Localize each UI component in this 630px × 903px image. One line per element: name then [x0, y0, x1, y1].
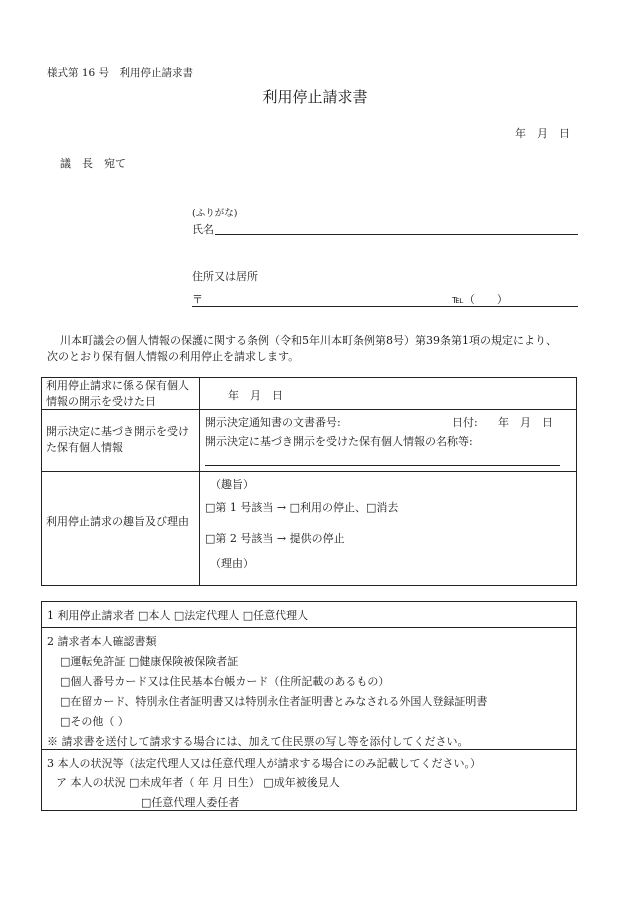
address-label: 住所又は居所: [192, 270, 258, 283]
table-row-divider: [41, 471, 577, 472]
row1-date[interactable]: 年 月 日: [228, 389, 283, 402]
purpose-heading: （趣旨）: [210, 478, 254, 491]
status-options-2[interactable]: □任意代理人委任者: [141, 796, 240, 809]
row1-label: 利用停止請求に係る保有個人情報の開示を受けた日: [46, 379, 189, 408]
id-doc-option[interactable]: □在留カード、特別永住者証明書又は特別永住者証明書とみなされる外国人登録証明書: [60, 695, 488, 708]
section-divider: [41, 749, 577, 750]
postal-mark: 〒: [192, 293, 203, 306]
row2-label: 開示決定に基づき開示を受けた保有個人情報: [46, 425, 189, 454]
page-title: 利用停止請求書: [262, 88, 368, 106]
reason-heading: （理由）: [210, 557, 254, 570]
row3-label: 利用停止請求の趣旨及び理由: [46, 515, 189, 528]
section-id-docs-title: 2 請求者本人確認書類: [47, 635, 157, 648]
option-clause-1[interactable]: □第 1 号該当 → □利用の停止、□消去: [205, 501, 399, 514]
info-name-label: 開示決定に基づき開示を受けた保有個人情報の名称等:: [205, 435, 473, 448]
name-field[interactable]: [215, 234, 578, 235]
furigana-label: (ふりがな): [192, 208, 238, 219]
disclosure-date-value[interactable]: 年 月 日: [498, 416, 553, 429]
intro-line-2: 次のとおり保有個人情報の利用停止を請求します。: [47, 350, 300, 363]
tel-label: ℡（ ）: [452, 293, 508, 306]
id-doc-option[interactable]: □個人番号カード又は住民基本台帳カード（住所記載のあるもの）: [60, 675, 390, 688]
addressee: 議 長 宛て: [60, 157, 126, 170]
disclosure-date-label: 日付:: [452, 416, 478, 429]
option-clause-2[interactable]: □第 2 号該当 → 提供の停止: [205, 532, 345, 545]
request-date: 年 月 日: [515, 127, 570, 140]
address-field[interactable]: [192, 306, 578, 307]
section-requester[interactable]: 1 利用停止請求者 □本人 □法定代理人 □任意代理人: [47, 609, 309, 622]
form-number: 様式第 16 号 利用停止請求書: [47, 67, 194, 79]
name-label: 氏名: [192, 223, 214, 236]
section-divider: [41, 627, 577, 628]
section-status-title: 3 本人の状況等（法定代理人又は任意代理人が請求する場合にのみ記載してください。）: [47, 757, 481, 770]
doc-number-label: 開示決定通知書の文書番号:: [205, 416, 341, 429]
intro-line-1: 川本町議会の個人情報の保護に関する条例（令和5年川本町条例第8号）第39条第1項の規定により、: [60, 334, 557, 347]
id-doc-option[interactable]: □その他（ ）: [60, 715, 129, 728]
info-name-field[interactable]: [205, 465, 560, 466]
id-doc-option[interactable]: □運転免許証 □健康保険被保険者証: [60, 655, 239, 668]
status-options-1[interactable]: ア 本人の状況 □未成年者（ 年 月 日生） □成年被後見人: [56, 776, 340, 789]
submission-note: ※ 請求書を送付して請求する場合には、加えて住民票の写し等を添付してください。: [47, 735, 469, 748]
